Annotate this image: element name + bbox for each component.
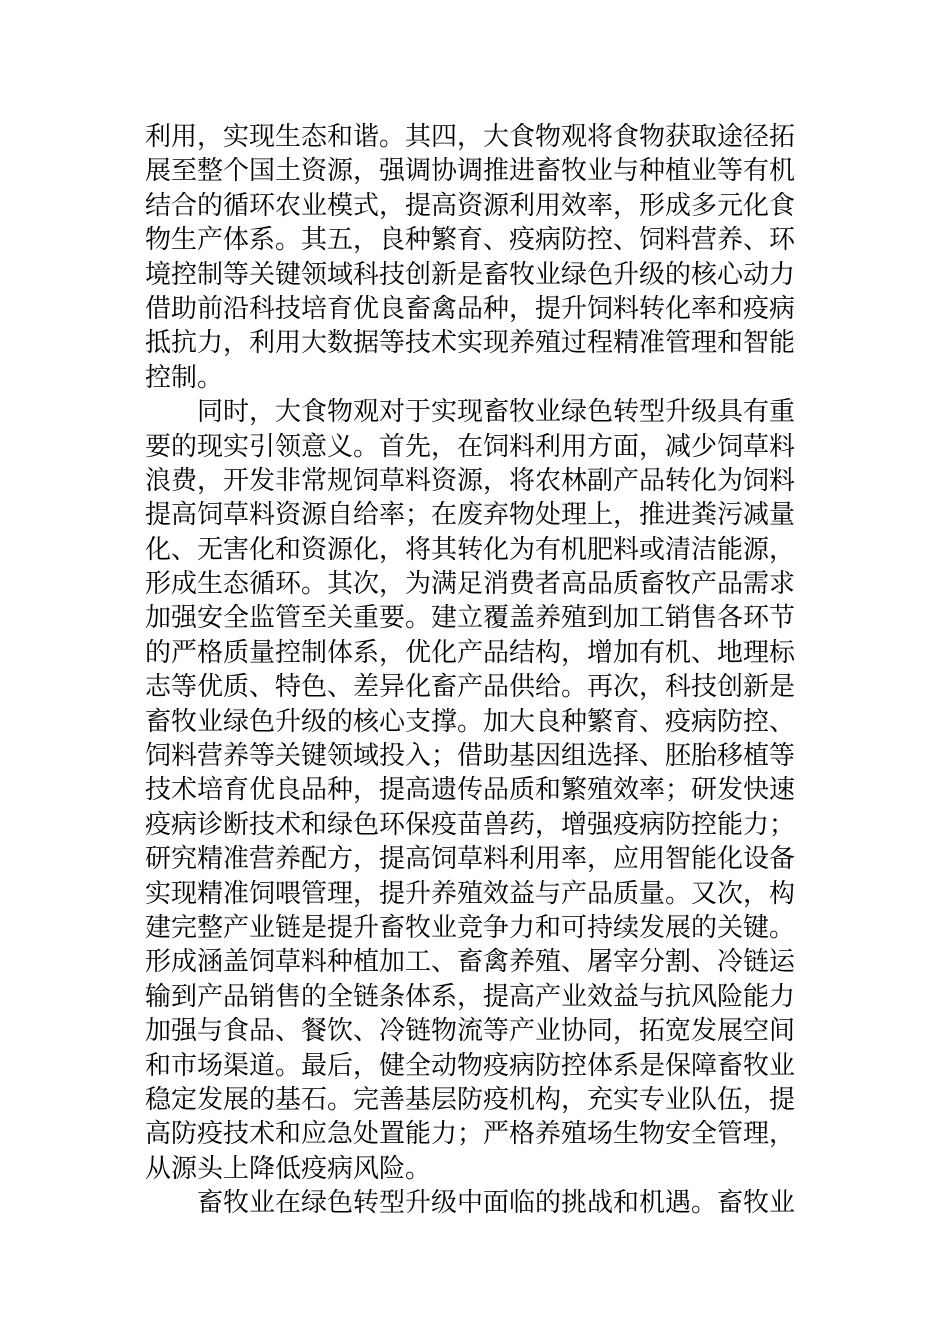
- text-line: 抵抗力，利用大数据等技术实现养殖过程精准管理和智能: [145, 328, 796, 359]
- text-line: 形成生态循环。其次，为满足消费者高品质畜牧产品需求: [145, 569, 796, 600]
- text-line: 利用，实现生态和谐。其四，大食物观将食物获取途径拓: [145, 122, 796, 152]
- text-line: 疫病诊断技术和绿色环保疫苗兽药，增强疫病防控能力；: [145, 809, 796, 840]
- text-line: 提高饲草料资源自给率；在废弃物处理上，推进粪污减量: [145, 500, 796, 531]
- text-line: 畜牧业在绿色转型升级中面临的挑战和机遇。畜牧业: [197, 1188, 796, 1219]
- text-line: 结合的循环农业模式，提高资源利用效率，形成多元化食: [145, 190, 796, 221]
- text-line: 畜牧业绿色升级的核心支撑。加大良种繁育、疫病防控、: [145, 706, 796, 737]
- text-line: 和市场渠道。最后，健全动物疫病防控体系是保障畜牧业: [145, 1050, 796, 1081]
- text-line: 从源头上降低疫病风险。: [145, 1153, 432, 1184]
- text-line: 浪费，开发非常规饲草料资源，将农林副产品转化为饲料: [145, 465, 796, 496]
- text-line: 的严格质量控制体系，优化产品结构，增加有机、地理标: [145, 637, 796, 668]
- text-line: 借助前沿科技培育优良畜禽品种，提升饲料转化率和疫病: [145, 293, 796, 324]
- text-line: 建完整产业链是提升畜牧业竞争力和可持续发展的关键。: [145, 912, 796, 943]
- text-line: 境控制等关键领域科技创新是畜牧业绿色升级的核心动力: [145, 259, 796, 290]
- text-line: 高防疫技术和应急处置能力；严格养殖场生物安全管理，: [145, 1119, 796, 1150]
- text-line: 形成涵盖饲草料种植加工、畜禽养殖、屠宰分割、冷链运: [145, 947, 796, 978]
- text-line: 加强与食品、餐饮、冷链物流等产业协同，拓宽发展空间: [145, 1016, 796, 1047]
- text-line: 控制。: [145, 362, 224, 393]
- text-line: 饲料营养等关键领域投入；借助基因组选择、胚胎移植等: [145, 741, 796, 772]
- text-line: 要的现实引领意义。首先，在饲料利用方面，减少饲草料: [145, 431, 796, 462]
- text-line: 研究精准营养配方，提高饲草料利用率，应用智能化设备: [145, 844, 796, 875]
- text-line: 技术培育优良品种，提高遗传品质和繁殖效率；研发快速: [145, 775, 796, 806]
- body-text: [145, 120, 807, 1221]
- text-line: 加强安全监管至关重要。建立覆盖养殖到加工销售各环节: [145, 603, 796, 634]
- text-line: 物生产体系。其五，良种繁育、疫病防控、饲料营养、环: [145, 225, 796, 256]
- text-line: 展至整个国土资源，强调协调推进畜牧业与种植业等有机: [145, 156, 796, 187]
- text-line: 实现精准饲喂管理，提升养殖效益与产品质量。又次，构: [145, 878, 796, 909]
- text-line: 输到产品销售的全链条体系，提高产业效益与抗风险能力: [145, 981, 796, 1012]
- text-line: 同时，大食物观对于实现畜牧业绿色转型升级具有重: [197, 397, 796, 428]
- text-line: 稳定发展的基石。完善基层防疫机构，充实专业队伍，提: [145, 1084, 796, 1115]
- text-line: 化、无害化和资源化，将其转化为有机肥料或清洁能源，: [145, 534, 796, 565]
- text-line: 志等优质、特色、差异化畜产品供给。再次，科技创新是: [145, 672, 796, 703]
